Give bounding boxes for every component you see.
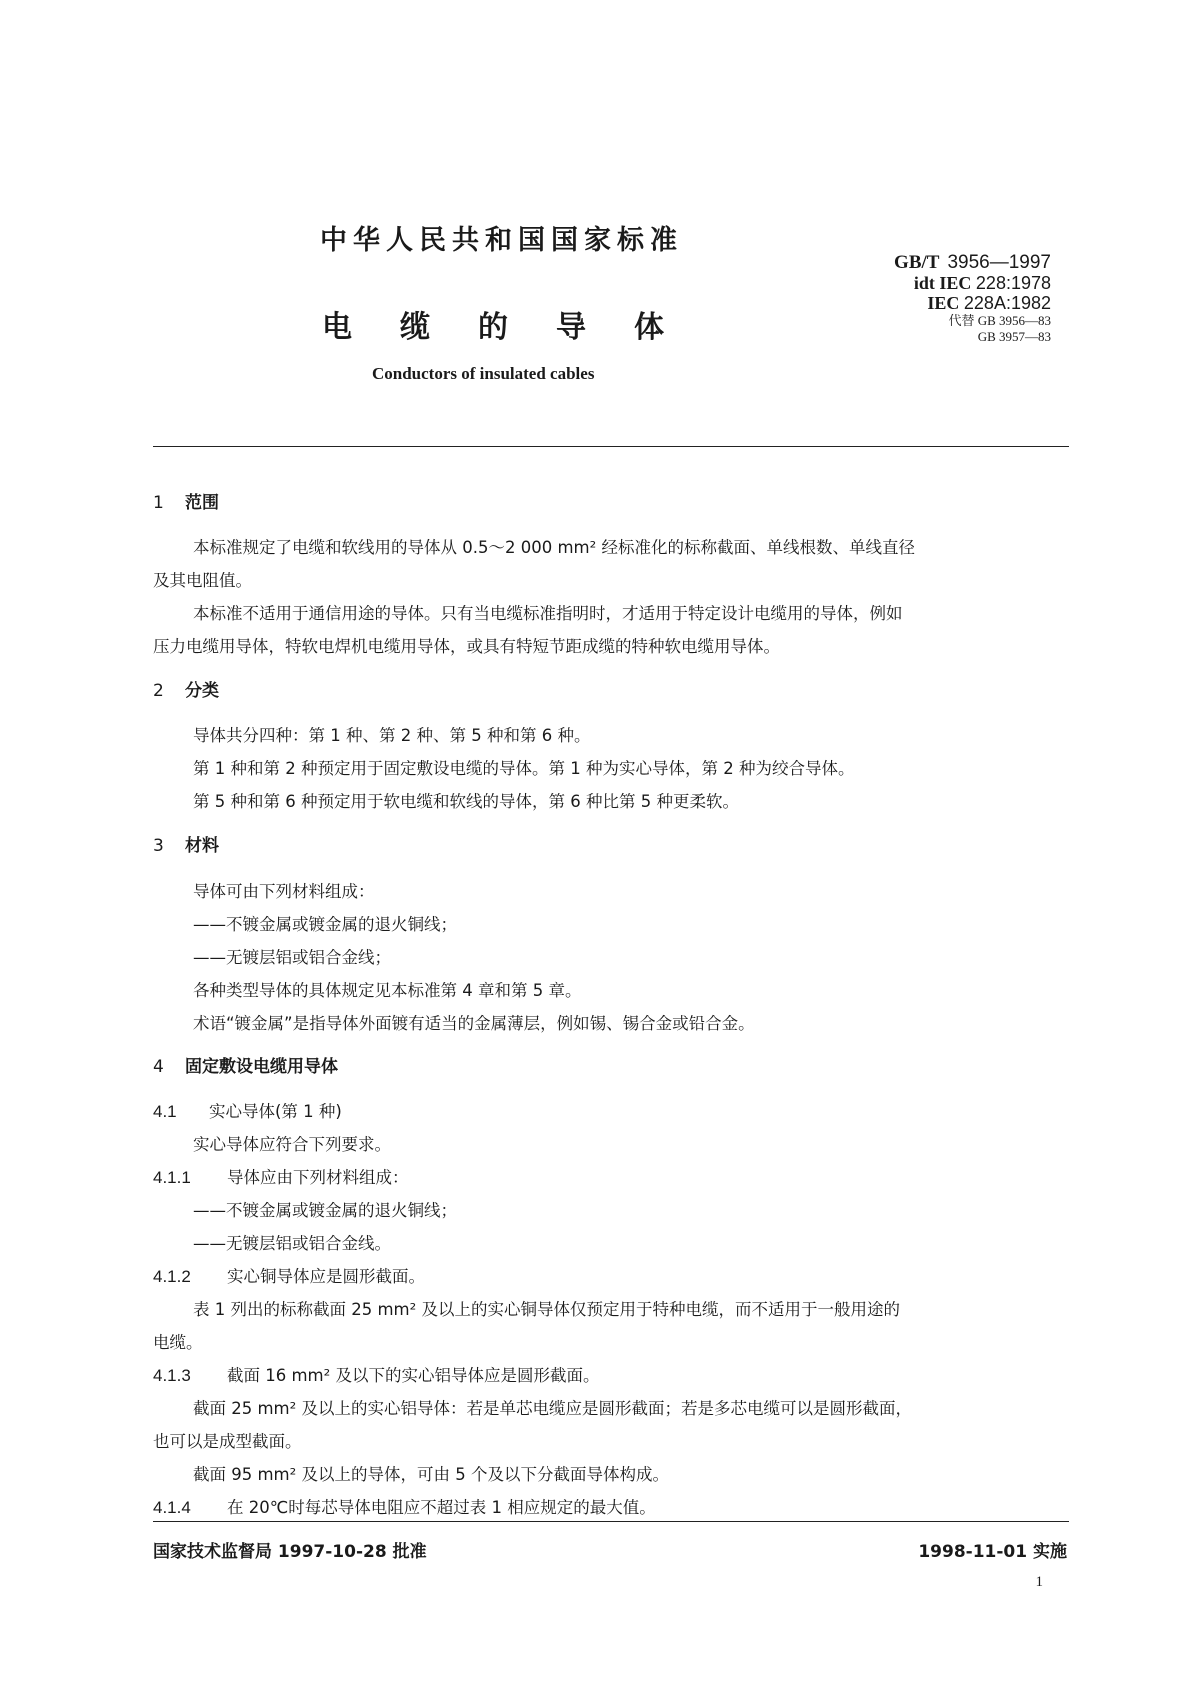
title-char-2: 缆 bbox=[400, 310, 430, 345]
replaces-2: GB 3957—83 bbox=[977, 329, 1051, 344]
clause-4-1-4: 4.1.4 在 20℃时每芯导体电阻应不超过表 1 相应规定的最大值。 bbox=[153, 1498, 656, 1517]
title-char-1: 电 bbox=[322, 310, 352, 345]
section-1-para-2a: 本标准不适用于通信用途的导体。只有当电缆标准指明时，才适用于特定设计电缆用的导体，例如 bbox=[193, 604, 903, 623]
clause-4-1-1-item-2: ——无镀层铝或铝合金线。 bbox=[193, 1234, 391, 1253]
section-4-heading: 4 固定敷设电缆用导体 bbox=[153, 1057, 338, 1077]
section-3-para-4: 各种类型导体的具体规定见本标准第 4 章和第 5 章。 bbox=[193, 981, 582, 1000]
title-char-3: 的 bbox=[478, 310, 508, 345]
title-char-5: 体 bbox=[634, 310, 664, 345]
section-3-para-3: ——无镀层铝或铝合金线； bbox=[193, 948, 391, 967]
section-1-heading: 1 范围 bbox=[153, 493, 219, 513]
section-2-para-3: 第 5 种和第 6 种预定用于软电缆和软线的导体，第 6 种比第 5 种更柔软。 bbox=[193, 792, 739, 811]
standard-number-block bbox=[894, 253, 1051, 345]
header-divider bbox=[153, 446, 1069, 447]
clause-4-1-3-para-a: 截面 25 mm² 及以上的实心铝导体：若是单芯电缆应是圆形截面；若是多芯电缆可以是圆形截面， bbox=[193, 1399, 912, 1418]
idt-reference: idt IEC 228:1978 bbox=[913, 273, 1051, 293]
clause-4-1-1-item-1: ——不镀金属或镀金属的退火铜线； bbox=[193, 1201, 457, 1220]
approval-date: 国家技术监督局 1997-10-28 批准 bbox=[153, 1542, 427, 1562]
clause-4-1-2-para-b: 电缆。 bbox=[153, 1333, 203, 1352]
iec-reference: IEC 228A:1982 bbox=[927, 293, 1051, 313]
section-2-para-1: 导体共分四种：第 1 种、第 2 种、第 5 种和第 6 种。 bbox=[193, 726, 591, 745]
footer-divider bbox=[153, 1521, 1069, 1522]
standard-number: GB/T 3956—1997 bbox=[894, 252, 1051, 273]
section-3-para-5: 术语“镀金属”是指导体外面镀有适当的金属薄层，例如锡、锡合金或铅合金。 bbox=[193, 1014, 755, 1033]
section-3-heading: 3 材料 bbox=[153, 836, 219, 856]
section-2-para-2: 第 1 种和第 2 种预定用于固定敷设电缆的导体。第 1 种为实心导体，第 2 种为绞合导体。 bbox=[193, 759, 855, 778]
section-3-para-1: 导体可由下列材料组成： bbox=[193, 882, 375, 901]
section-3-para-2: ——不镀金属或镀金属的退火铜线； bbox=[193, 915, 457, 934]
clause-4-1: 4.1 实心导体(第 1 种) bbox=[153, 1102, 342, 1121]
section-1-para-1a: 本标准规定了电缆和软线用的导体从 0.5～2 000 mm² 经标准化的标称截面、单线根数、单线直径 bbox=[193, 538, 915, 557]
replaces-1: 代替 GB 3956—83 bbox=[948, 313, 1051, 328]
clause-4-1-1: 4.1.1 导体应由下列材料组成： bbox=[153, 1168, 409, 1187]
clause-4-1-2: 4.1.2 实心铜导体应是圆形截面。 bbox=[153, 1267, 425, 1286]
english-title: Conductors of insulated cables bbox=[372, 364, 595, 383]
clause-4-1-3-para-c: 截面 95 mm² 及以上的导体，可由 5 个及以下分截面导体构成。 bbox=[193, 1465, 669, 1484]
clause-4-1-3-para-b: 也可以是成型截面。 bbox=[153, 1432, 302, 1451]
page-number: 1 bbox=[1035, 1574, 1043, 1590]
national-standard-heading: 中华人民共和国国家标准 bbox=[320, 225, 683, 256]
effective-date: 1998-11-01 实施 bbox=[918, 1542, 1067, 1562]
section-2-heading: 2 分类 bbox=[153, 681, 219, 701]
section-1-para-2b: 压力电缆用导体，特软电焊机电缆用导体，或具有特短节距成缆的特种软电缆用导体。 bbox=[153, 637, 780, 656]
title-char-4: 导 bbox=[556, 310, 586, 345]
clause-4-1-2-para-a: 表 1 列出的标称截面 25 mm² 及以上的实心铜导体仅预定用于特种电缆，而不适用于一般用途的 bbox=[193, 1300, 900, 1319]
section-1-para-1b: 及其电阻值。 bbox=[153, 571, 252, 590]
clause-4-1-3: 4.1.3 截面 16 mm² 及以下的实心铝导体应是圆形截面。 bbox=[153, 1366, 600, 1385]
clause-4-1-para: 实心导体应符合下列要求。 bbox=[193, 1135, 391, 1154]
